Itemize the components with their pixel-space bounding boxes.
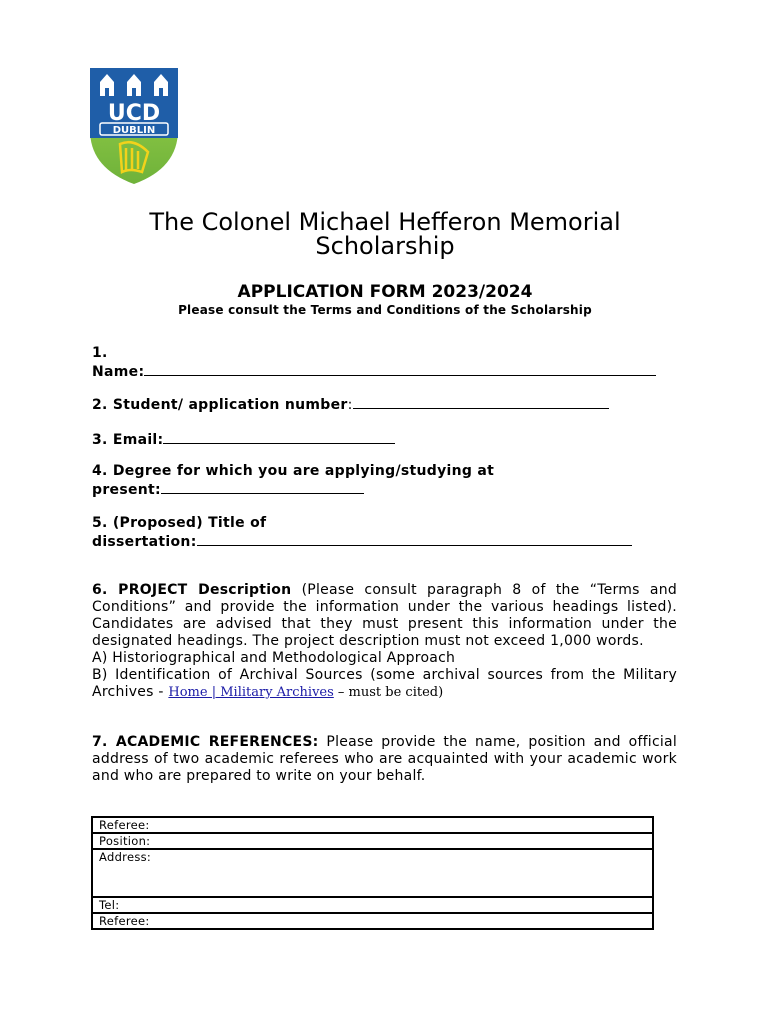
military-archives-link[interactable]: Home | Military Archives: [168, 685, 334, 700]
project-item-b-end: – must be cited): [333, 685, 444, 700]
academic-references-section: [92, 734, 677, 785]
degree-input-line[interactable]: [161, 480, 364, 494]
project-text: (Please consult paragraph 8 of the “Terms and Conditions” and provide the information under the various headings listed). Candidates are advised that they must present this information under the designated headings. The project description must not exceed 1,000 words.: [92, 582, 677, 649]
logo-text-ucd: UCD: [107, 101, 161, 126]
dissertation-title-field: [92, 515, 632, 551]
dissertation-label-line-2: dissertation:: [92, 534, 197, 550]
ucd-logo: [90, 68, 178, 184]
tel-cell[interactable]: Tel:: [92, 897, 653, 913]
references-heading: 7. ACADEMIC REFERENCES:: [92, 734, 319, 750]
email-label: 3. Email:: [92, 432, 164, 448]
table-row: [92, 897, 653, 913]
project-description-section: [92, 582, 677, 701]
email-field: [92, 430, 395, 449]
project-heading: 6. PROJECT Description: [92, 582, 292, 598]
page-title: [90, 210, 680, 258]
name-number: 1.: [92, 345, 108, 361]
referee-table: [91, 816, 654, 930]
position-cell[interactable]: Position:: [92, 833, 653, 849]
degree-label-line-2: present:: [92, 482, 161, 498]
dissertation-input-line[interactable]: [197, 532, 632, 546]
project-item-b: B) Identification of Archival Sources (some archival sources from the Military Archives -: [92, 667, 677, 700]
referee-cell[interactable]: Referee:: [92, 817, 653, 833]
email-input-line[interactable]: [163, 430, 395, 444]
dissertation-label-line-1: 5. (Proposed) Title of: [92, 515, 267, 531]
student-number-colon: :: [347, 397, 353, 413]
logo-text-dublin: DUBLIN: [112, 125, 156, 136]
form-heading: APPLICATION FORM 2023/2024: [237, 282, 533, 302]
title-line-2: Scholarship: [315, 232, 455, 260]
student-number-label: 2. Student/ application number: [92, 397, 348, 413]
table-row: [92, 833, 653, 849]
name-label: Name:: [92, 364, 145, 380]
degree-label-line-1: 4. Degree for which you are applying/studying at: [92, 463, 495, 479]
degree-field: [92, 463, 494, 499]
project-item-a: A) Historiographical and Methodological Approach: [92, 650, 456, 666]
address-cell[interactable]: Address:: [92, 849, 653, 897]
consult-note: Please consult the Terms and Conditions of the Scholarship: [178, 303, 592, 317]
student-number-input-line[interactable]: [353, 395, 609, 409]
table-row: [92, 849, 653, 897]
name-input-line[interactable]: [144, 362, 656, 376]
table-row: [92, 817, 653, 833]
table-row: [92, 913, 653, 929]
student-number-field: [92, 395, 609, 414]
name-field: [92, 345, 656, 381]
title-line-1: The Colonel Michael Hefferon Memorial: [149, 208, 621, 236]
referee-2-cell[interactable]: Referee:: [92, 913, 653, 929]
references-text: Please provide the name, position and official address of two academic referees who are acquainted with your academic work and who are prepared to write on your behalf.: [92, 734, 678, 784]
